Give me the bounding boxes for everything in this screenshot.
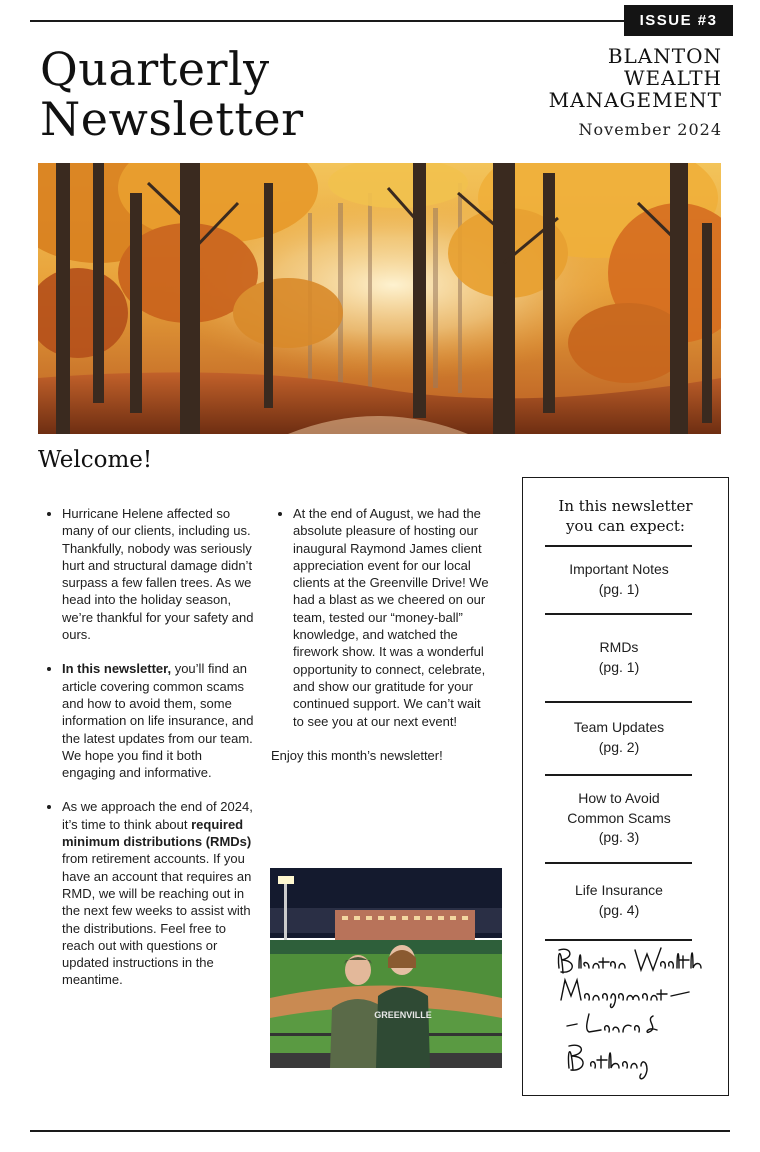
- contents-sidebar: [522, 477, 729, 1096]
- sidebar-divider: [545, 774, 692, 776]
- welcome-heading: Welcome!: [38, 447, 153, 473]
- rmd-bold: required minimum distributions (RMDs): [62, 816, 252, 850]
- hero-autumn-forest-image: [38, 163, 721, 434]
- title-line-1: Quarterly: [40, 42, 270, 96]
- toc-item-team-updates: Team Updates (pg. 2): [573, 719, 665, 755]
- enjoy-text: Enjoy this month’s newsletter!: [271, 747, 443, 763]
- ballpark-photo: [270, 868, 502, 1068]
- top-rule: [30, 20, 630, 22]
- signature-text: [719, 938, 720, 939]
- toc-item-important-notes: Important Notes (pg. 1): [569, 561, 669, 597]
- toc-item-common-scams: How to Avoid Common Scams (pg. 3): [567, 790, 671, 845]
- issue-badge: ISSUE #3: [624, 5, 733, 36]
- event-paragraph: • At the end of August, we had the absolute pleasure of hosting our inaugural Raymond James client appreciation event for our local clients at the Greenville Drive! We had a blast as we cheered on our team, tested our “money-ball” knowledge, and watched the firework show. It was a wonderful opportunity to connect, celebrate, and show our gratitude for your continued support. We can’t wait to see you at our next event!: [293, 505, 493, 730]
- shirt-text: GREENVILLE: [374, 1010, 432, 1020]
- middle-column: [271, 505, 493, 764]
- newsletter-paragraph: • In this newsletter, you’ll find an article covering common scams and how to avoid them, some information on life insurance, and the latest updates from our team. We hope you find it both engaging and informative.: [62, 660, 255, 781]
- rmd-paragraph: • As we approach the end of 2024, it’s time to think about required minimum distributions (RMDs) from retirement accounts. If you have an account that requires an RMD, we will be reaching out in the next few weeks to assist with the distributions. Feel free to reach out with questions or updated instructions in the meantime.: [62, 798, 255, 988]
- issue-date: November 2024: [578, 120, 722, 139]
- firm-line-1: BLANTON: [607, 44, 722, 68]
- newsletter-bold: In this newsletter,: [62, 661, 172, 677]
- toc-item-rmds: RMDs (pg. 1): [598, 639, 640, 675]
- newsletter-title: [40, 44, 304, 144]
- firm-name: [549, 45, 722, 111]
- handwritten-signature: [549, 938, 719, 1088]
- hurricane-paragraph: • Hurricane Helene affected so many of our clients, including us. Thankfully, nobody was seriously hurt and structural damage didn’t surpass a few fallen trees. As we head into the holiday season, we’re thankful for your safety and ours.: [62, 505, 255, 643]
- toc-item-life-insurance: Life Insurance (pg. 4): [575, 882, 663, 918]
- bottom-rule: [30, 1130, 730, 1132]
- sidebar-divider: [545, 545, 692, 547]
- sidebar-heading: In this newsletter you can expect:: [558, 497, 693, 535]
- left-column: [40, 505, 255, 1006]
- sidebar-divider: [545, 701, 692, 703]
- sidebar-divider: [545, 862, 692, 864]
- title-line-2: Newsletter: [40, 92, 304, 146]
- firm-line-2: WEALTH: [623, 66, 722, 90]
- firm-line-3: MANAGEMENT: [548, 88, 722, 112]
- sidebar-divider: [545, 613, 692, 615]
